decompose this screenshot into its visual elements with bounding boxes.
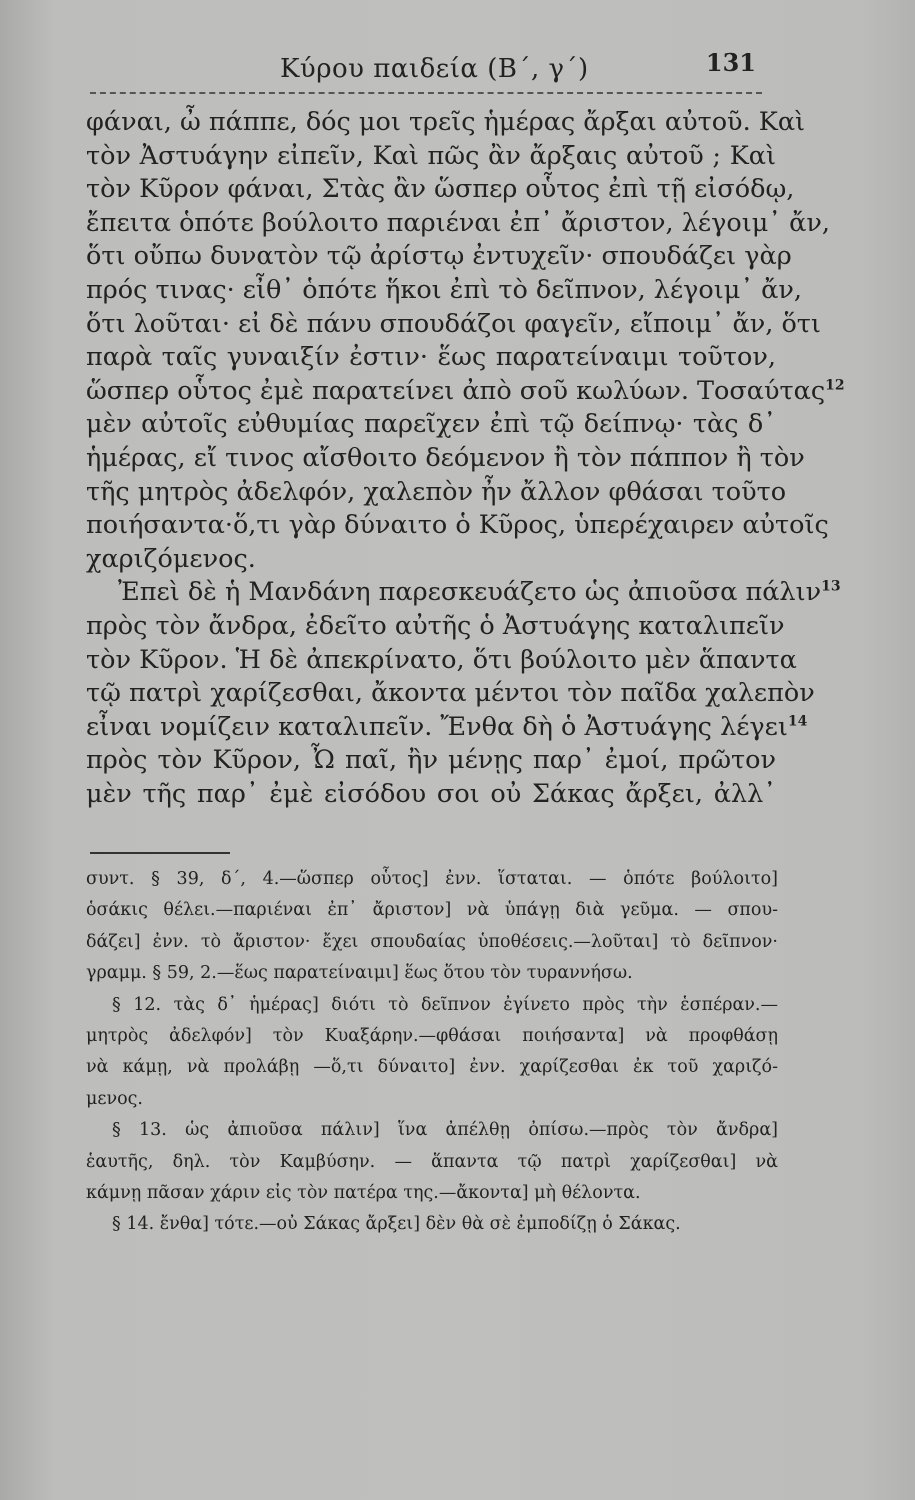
text-line: τῆς μητρὸς ἀδελφόν, χαλεπὸν ἦν ἄλλον φθάσαι τοῦτο [86, 476, 787, 507]
text-line: πρός τινας· εἶθ᾽ ὁπότε ἥκοι ἐπὶ τὸ δεῖπνον, λέγοιμ᾽ ἄν, [86, 274, 803, 305]
text-line: μὲν τῆς παρ᾽ ἐμὲ εἰσόδου σοι οὐ Σάκας ἄρξει, ἀλλ᾽ [86, 778, 776, 809]
text-line: πρὸς τὸν Κῦρον, Ὦ παῖ, ἢν μένῃς παρ᾽ ἐμοί, πρῶτον [86, 745, 776, 776]
footnote-line: § 14. ἔνθα] τότε.—οὐ Σάκας ἄρξει] δὲν θὰ σὲ ἐμποδίζῃ ὁ Σάκας. [112, 1214, 681, 1235]
text-line: παρὰ ταῖς γυναιξίν ἐστιν· ἕως παρατείναιμι τοῦτον, [86, 342, 776, 373]
running-title: Κύρου παιδεία (Β΄, γ΄) [280, 54, 589, 84]
footnotes [86, 864, 778, 1241]
section-number: 13 [821, 578, 841, 595]
footnote-line: μητρὸς ἀδελφόν] τὸν Κυαξάρην.—φθάσαι ποιήσαντα] νὰ προφθάσῃ [86, 1025, 778, 1046]
text-line-content: εἶναι νομίζειν καταλιπεῖν. Ἔνθα δὴ ὁ Ἀστυάγης λέγει [86, 711, 788, 742]
footnote-line: § 13. ὡς ἀπιοῦσα πάλιν] ἵνα ἀπέλθῃ ὀπίσω.—πρὸς τὸν ἄνδρα] [112, 1120, 778, 1141]
text-line [86, 711, 808, 745]
footnote-line: γραμμ. § 59, 2.—ἕως παρατείναιμι] ἕως ὅτου τὸν τυραννήσω. [86, 963, 633, 984]
text-line-content: Ἐπεὶ δὲ ἡ Μανδάνη παρεσκευάζετο ὡς ἀπιοῦσα πάλιν [118, 577, 822, 608]
footnote-line: κάμνῃ πᾶσαν χάριν εἰς τὸν πατέρα της.—ἄκοντα] μὴ θέλοντα. [86, 1182, 641, 1203]
page-number: 131 [705, 48, 756, 77]
page-header [90, 44, 762, 94]
footnote-line: μενος. [86, 1088, 143, 1109]
footnote-line: νὰ κάμῃ, νὰ προλάβῃ —ὅ,τι δύναιτο] ἐνν. χαρίζεσθαι ἐκ τοῦ χαριζό- [86, 1057, 778, 1078]
footnote-line: ἑαυτῆς, δηλ. τὸν Καμβύσην. — ἅπαντα τῷ πατρὶ χαρίζεσθαι] νὰ [86, 1151, 778, 1172]
text-line: πρὸς τὸν ἄνδρα, ἐδεῖτο αὐτῆς ὁ Ἀστυάγης καταλιπεῖν [86, 610, 785, 641]
text-line: φάναι, ὦ πάππε, δός μοι τρεῖς ἡμέρας ἄρξαι αὐτοῦ. Καὶ [86, 107, 806, 137]
text-line: χαριζόμενος. [86, 543, 256, 574]
section-number: 12 [825, 377, 845, 394]
footnote-line: συντ. § 39, δ΄, 4.—ὥσπερ οὗτος] ἐνν. ἵσταται. — ὁπότε βούλοιτο] [86, 869, 778, 889]
footnote-line: ὁσάκις θέλει.—παριέναι ἐπ᾽ ἄριστον] νὰ ὑπάγῃ διὰ γεῦμα. — σπου- [86, 900, 778, 921]
text-line: τὸν Ἀστυάγην εἰπεῖν, Καὶ πῶς ἂν ἄρξαις αὐτοῦ ; Καὶ [86, 140, 776, 171]
footnote-rule [90, 852, 230, 854]
text-line-content: ὥσπερ οὗτος ἐμὲ παρατείνει ἀπὸ σοῦ κωλύων. Τοσαύτας [86, 375, 826, 406]
text-line: ὅτι οὔπω δυνατὸν τῷ ἀρίστῳ ἐντυχεῖν· σπουδάζει γὰρ [86, 241, 792, 272]
text-line: ποιήσαντα·ὅ,τι γὰρ δύναιτο ὁ Κῦρος, ὑπερέχαιρεν αὐτοῖς [86, 510, 829, 541]
main-text [86, 106, 845, 811]
text-line: ἡμέρας, εἴ τινος αἴσθοιτο δεόμενον ἢ τὸν πάππον ἢ τὸν [86, 442, 805, 473]
text-line: ὅτι λοῦται· εἰ δὲ πάνυ σπουδάζοι φαγεῖν, εἴποιμ᾽ ἄν, ὅτι [86, 308, 821, 339]
text-line: τὸν Κῦρον. Ἡ δὲ ἀπεκρίνατο, ὅτι βούλοιτο μὲν ἅπαντα [86, 644, 797, 675]
footnote-line: § 12. τὰς δ᾽ ἡμέρας] διότι τὸ δεῖπνον ἐγίνετο πρὸς τὴν ἑσπέραν.— [112, 994, 778, 1015]
text-line: μὲν αὐτοῖς εὐθυμίας παρεῖχεν ἐπὶ τῷ δείπνῳ· τὰς δ᾽ [86, 409, 776, 440]
section-number: 14 [787, 713, 808, 730]
text-line [86, 375, 845, 409]
text-line [86, 576, 841, 610]
footnote-line: δάζει] ἐνν. τὸ ἄριστον· ἔχει σπουδαίας ὑποθέσεις.—λοῦται] τὸ δεῖπνον· [86, 931, 778, 952]
text-line: τὸν Κῦρον φάναι, Στὰς ἂν ὥσπερ οὗτος ἐπὶ τῇ εἰσόδῳ, [86, 174, 795, 205]
text-line: τῷ πατρὶ χαρίζεσθαι, ἄκοντα μέντοι τὸν παῖδα χαλεπὸν [86, 678, 815, 709]
text-line: ἔπειτα ὁπότε βούλοιτο παριέναι ἐπ᾽ ἄριστον, λέγοιμ᾽ ἄν, [86, 207, 830, 238]
header-rule [90, 92, 762, 94]
